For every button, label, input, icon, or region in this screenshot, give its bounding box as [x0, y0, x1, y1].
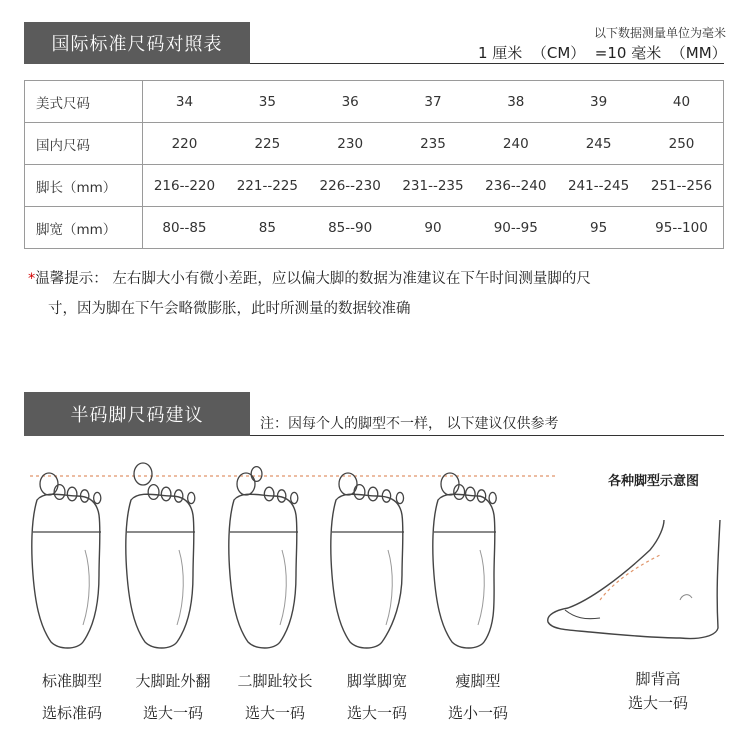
- tip-note: [28, 264, 728, 324]
- size-table: [24, 80, 724, 249]
- table-cell: 90--95: [474, 207, 557, 249]
- foot-type-advice: 选大一码: [346, 704, 407, 722]
- table-cell: 35: [226, 81, 309, 123]
- table-cell: 216--220: [143, 165, 226, 207]
- table-cell: 220: [143, 123, 226, 165]
- foot-type-advice: 选大一码: [142, 704, 203, 722]
- foot-type-advice: 选大一码: [244, 704, 305, 722]
- table-cell: 85--90: [309, 207, 392, 249]
- foot-type-advice: 选大一码: [627, 694, 688, 712]
- foot-type-name: 标准脚型: [41, 672, 102, 690]
- bunion-foot-icon: [126, 463, 195, 648]
- table-cell: 240: [474, 123, 557, 165]
- table-cell: 225: [226, 123, 309, 165]
- foot-type-advice: 选标准码: [41, 704, 102, 722]
- foot-type-name: 大脚趾外翻: [135, 672, 211, 690]
- table-cell: 85: [226, 207, 309, 249]
- wide-foot-icon: [331, 473, 404, 648]
- foot-type-advice: 选小一码: [447, 704, 508, 722]
- foot-type-name: 脚掌脚宽: [346, 672, 407, 690]
- row-label: 国内尺码: [25, 123, 143, 165]
- foot-type-name: 脚背高: [635, 670, 681, 688]
- half-size-title: 半码脚尺码建议: [24, 392, 250, 436]
- table-row: [25, 81, 724, 123]
- table-cell: 251--256: [640, 165, 724, 207]
- row-label: 脚宽（mm）: [25, 207, 143, 249]
- size-chart-title: 国际标准尺码对照表: [24, 22, 250, 64]
- table-cell: 95: [557, 207, 640, 249]
- table-cell: 39: [557, 81, 640, 123]
- foot-illustrations: [0, 460, 750, 660]
- table-row: [25, 123, 724, 165]
- tip-line1: 左右脚大小有微小差距，应以偏大脚的数据为准建议在下午时间测量脚的尺: [107, 271, 591, 287]
- table-cell: 226--230: [309, 165, 392, 207]
- slim-foot-icon: [433, 473, 496, 648]
- standard-foot-icon: [32, 473, 101, 648]
- long-second-toe-foot-icon: [229, 467, 298, 648]
- table-cell: 36: [309, 81, 392, 123]
- foot-type-name: 二脚趾较长: [237, 672, 313, 690]
- table-cell: 236--240: [474, 165, 557, 207]
- title-divider: [250, 63, 724, 64]
- foot-types-title: 各种脚型示意图: [608, 474, 700, 489]
- table-cell: 90: [392, 207, 475, 249]
- table-row: [25, 165, 724, 207]
- unit-conversion: 1 厘米 （CM） =10 毫米 （MM）: [478, 44, 727, 62]
- high-instep-foot-icon: [548, 520, 720, 639]
- table-cell: 245: [557, 123, 640, 165]
- table-cell: 241--245: [557, 165, 640, 207]
- table-cell: 221--225: [226, 165, 309, 207]
- table-cell: 95--100: [640, 207, 724, 249]
- table-cell: 250: [640, 123, 724, 165]
- row-label: 脚长（mm）: [25, 165, 143, 207]
- table-cell: 40: [640, 81, 724, 123]
- table-cell: 80--85: [143, 207, 226, 249]
- tip-star: *: [28, 271, 36, 287]
- unit-note: 以下数据测量单位为毫米: [593, 26, 726, 40]
- advice-note: 注：因每个人的脚型不一样， 以下建议仅供参考: [260, 416, 559, 432]
- table-cell: 230: [309, 123, 392, 165]
- foot-type-name: 瘦脚型: [455, 672, 501, 690]
- row-label: 美式尺码: [25, 81, 143, 123]
- table-cell: 235: [392, 123, 475, 165]
- table-cell: 37: [392, 81, 475, 123]
- tip-line2: 寸，因为脚在下午会略微膨胀，此时所测量的数据较准确: [48, 301, 411, 317]
- table-cell: 38: [474, 81, 557, 123]
- table-cell: 34: [143, 81, 226, 123]
- table-cell: 231--235: [392, 165, 475, 207]
- tip-label: 温馨提示：: [35, 271, 108, 287]
- table-row: [25, 207, 724, 249]
- title-divider-2: [250, 435, 724, 436]
